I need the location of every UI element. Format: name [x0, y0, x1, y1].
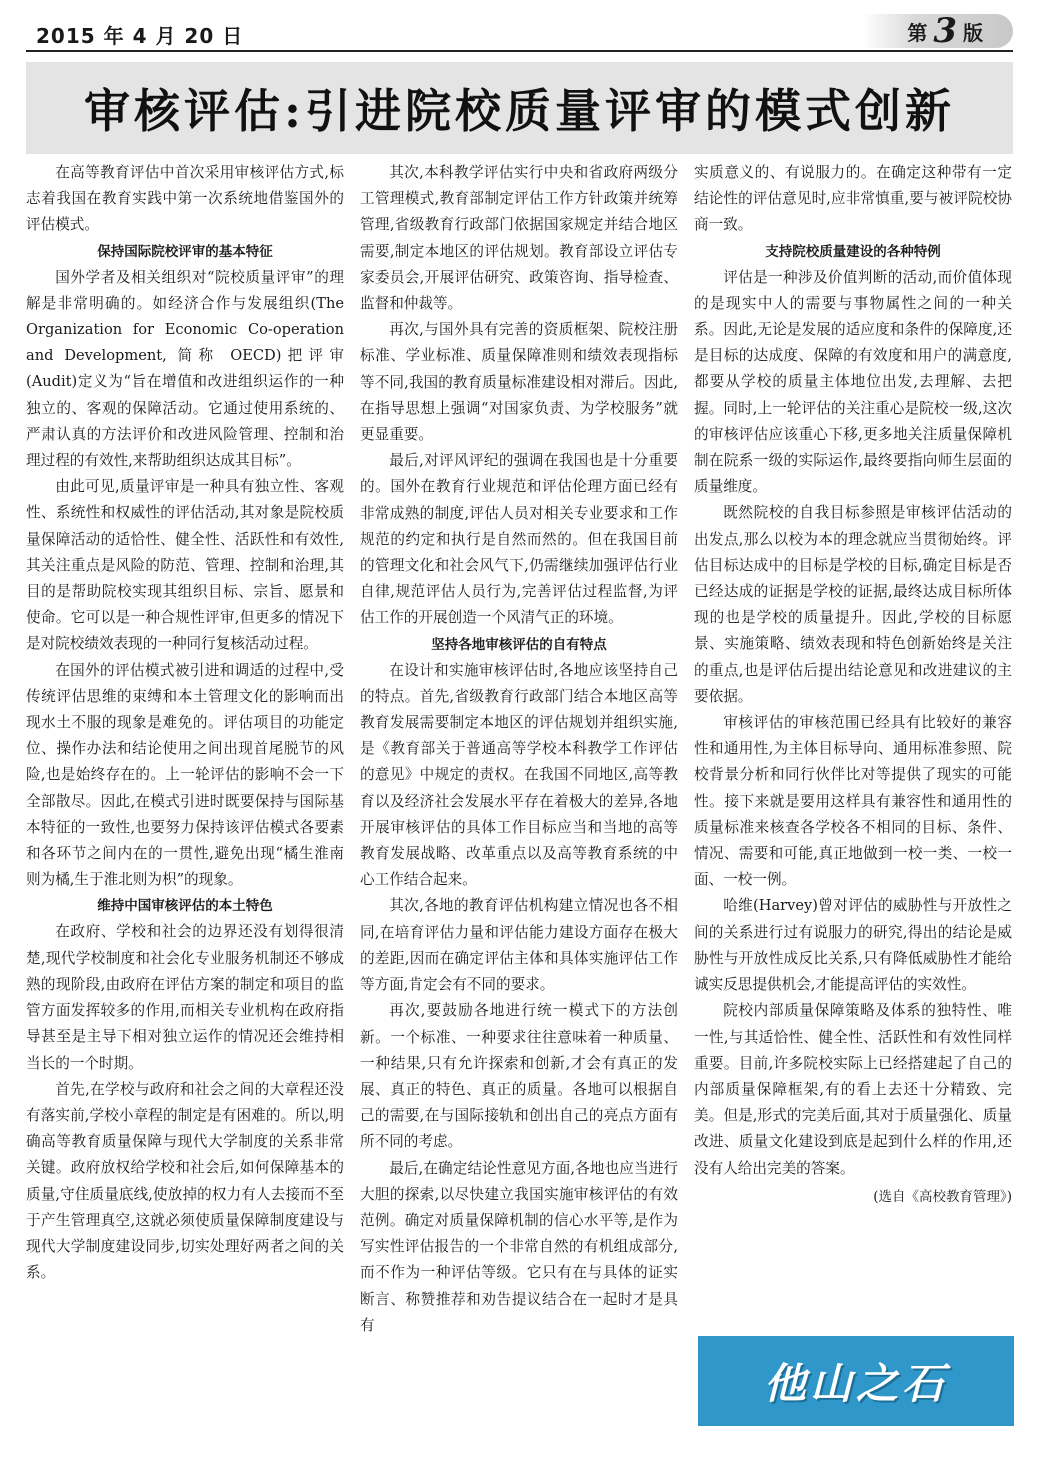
paragraph: 其次,各地的教育评估机构建立情况也各不相同,在培育评估力量和评估能力建设方面存在极大的差距,因而在确定评估主体和具体实施评估工作等方面,肯定会有不同的要求。 [360, 897, 678, 994]
paragraph: 再次,要鼓励各地进行统一模式下的方法创新。一个标准、一种要求往往意味着一种质量、一种结果,只有允许探索和创新,才会有真正的发展、真正的特色、真正的质量。各地可以根据自己的需要,在与国际接轨和创出自己的亮点方面有所不同的考虑。 [360, 1002, 678, 1151]
headline-band [26, 62, 1013, 154]
paragraph: 再次,与国外具有完善的资质框架、院校注册标准、学业标准、质量保障准则和绩效表现指标等不同,我国的教育质量标准建设相对滞后。因此,在指导思想上强调“对国家负责、为学校服务”就更显重要。 [360, 321, 678, 444]
section-heading: 支持院校质量建设的各种特例 [765, 243, 941, 260]
paragraph: 最后,对评风评纪的强调在我国也是十分重要的。国外在教育行业规范和评估伦理方面已经有非常成熟的制度,评估人员对相关专业要求和工作规范的约定和执行是自然而然的。但在我国目前的管理文化和社会风气下,仍需继续加强评估行业自律,规范评估人员行为,完善评估过程监督,为评估工作的开展创造一个风清气正的环境。 [360, 452, 678, 627]
paragraph: 其次,本科教学评估实行中央和省政府两级分工管理模式,教育部制定评估工作方针政策并统筹管理,省级教育行政部门依据国家规定并结合地区需要,制定本地区的评估规划。教育部设立评估专家委员会,开展评估研究、政策咨询、指导检查、监督和仲裁等。 [360, 164, 678, 313]
page-prefix: 第 [907, 20, 928, 45]
column-logo-text: 他山之石 [763, 1359, 948, 1408]
section-heading: 坚持各地审核评估的自有特点 [431, 636, 607, 653]
paragraph: 最后,在确定结论性意见方面,各地也应当进行大胆的探索,以尽快建立我国实施审核评估的有效范例。确定对质量保障机制的信心水平等,是作为写实性评估报告的一个非常自然的有机组成部分,而不作为一种评估等级。它只有在与具体的证实断言、称赞推荐和劝告提议结合在一起时才是具有 [360, 1159, 678, 1334]
issue-date: 2015 年 4 月 20 日 [36, 24, 244, 48]
paragraph: 审核评估的审核范围已经具有比较好的兼容性和通用性,为主体目标导向、通用标准参照、院校背景分析和同行伙伴比对等提供了现实的可能性。接下来就是要用这样具有兼容性和通用性的质量标准来核查各学校各不相同的目标、条件、情况、需要和可能,真正地做到一校一类、一校一面、一校一例。 [694, 714, 1012, 889]
column-3 [694, 160, 1012, 1430]
paragraph: 在政府、学校和社会的边界还没有划得很清楚,现代学校制度和社会化专业服务机制还不够成熟的现阶段,由政府在评估方案的制定和项目的监管方面发挥较多的作用,而相关专业机构在政府指导甚至是主导下相对独立运作的情况还会维持相当长的一个时期。 [26, 923, 344, 1072]
page-suffix: 版 [963, 20, 983, 45]
header-divider [26, 50, 1013, 52]
paragraph: 在设计和实施审核评估时,各地应该坚持自己的特点。首先,省级教育行政部门结合本地区高等教育发展需要制定本地区的评估规划并组织实施,是《教育部关于普通高等学校本科教学工作评估的意见》中规定的责权。在我国不同地区,高等教育以及经济社会发展水平存在着极大的差异,各地开展审核评估的具体工作目标应当和当地的高等教育发展战略、改革重点以及高等教育系统的中心工作结合起来。 [360, 661, 678, 889]
article-body [26, 160, 1014, 1430]
paragraph: 院校内部质量保障策略及体系的独特性、唯一性,与其适恰性、健全性、活跃性和有效性同样重要。目前,许多院校实际上已经搭建起了自己的内部质量保障框架,有的看上去还十分精致、完美。但是,形式的完美后面,其对于质量强化、质量改进、质量文化建设到底是起到什么样的作用,还没有人给出完美的答案。 [694, 1002, 1012, 1177]
paragraph: 首先,在学校与政府和社会之间的大章程还没有落实前,学校小章程的制定是有困难的。所以,明确高等教育质量保障与现代大学制度的关系非常关键。政府放权给学校和社会后,如何保障基本的质量,守住质量底线,使放掉的权力有人去接而不至于产生管理真空,这就必须使质量保障制度建设与现代大学制度建设同步,切实处理好两者之间的关系。 [26, 1080, 344, 1282]
page-number: 3 [933, 11, 957, 51]
paragraph: 评估是一种涉及价值判断的活动,而价值体现的是现实中人的需要与事物属性之间的一种关系。因此,无论是发展的适应度和条件的保障度,还是目标的达成度、保障的有效度和用户的满意度,都要从学校的质量主体地位出发,去理解、去把握。同时,上一轮评估的关注重心是院校一级,这次的审核评估应该重心下移,更多地关注质量保障机制在院系一级的实际运作,最终要指向师生层面的质量维度。 [694, 268, 1012, 496]
article-title: 审核评估:引进院校质量评审的模式创新 [84, 84, 955, 138]
paragraph: 由此可见,质量评审是一种具有独立性、客观性、系统性和权威性的评估活动,其对象是院校质量保障活动的适恰性、健全性、活跃性和有效性,其关注重点是风险的防范、管理、控制和治理,其目的是帮助院校实现其组织目标、宗旨、愿景和使命。它可以是一种合规性评审,但更多的情况下是对院校绩效表现的一种同行复核活动过程。 [26, 478, 344, 653]
column-2 [360, 160, 678, 1430]
page-header [26, 11, 1013, 51]
paragraph: 哈维(Harvey)曾对评估的威胁性与开放性之间的关系进行过有说服力的研究,得出的结论是威胁性与开放性成反比关系,只有降低威胁性才能给诚实反思提供机会,才能提高评估的实效性。 [694, 897, 1012, 994]
paragraph: 在国外的评估模式被引进和调适的过程中,受传统评估思维的束缚和本土管理文化的影响而出现水土不服的现象是难免的。评估项目的功能定位、操作办法和结论使用之间出现首尾脱节的风险,也是始终存在的。上一轮评估的影响不会一下全部散尽。因此,在模式引进时既要保持与国际基本特征的一致性,也要努力保持该评估模式各要素和各环节之间内在的一贯性,避免出现“橘生淮南则为橘,生于淮北则为枳”的现象。 [26, 661, 344, 889]
page-number-badge [863, 11, 1013, 51]
column-1 [26, 160, 344, 1430]
paragraph: 既然院校的自我目标参照是审核评估活动的出发点,那么以校为本的理念就应当贯彻始终。评估目标达成中的目标是学校的目标,确定目标是否已经达成的证据是学校的证据,最终达成目标所体现的也是学校的质量提升。因此,学校的目标愿景、实施策略、绩效表现和特色创新始终是关注的重点,也是评估后提出结论意见和改进建议的主要依据。 [694, 504, 1012, 705]
section-heading: 维持中国审核评估的本土特色 [97, 898, 273, 915]
section-heading: 保持国际院校评审的基本特征 [97, 243, 273, 260]
source-citation: (选自《高校教育管理》) [873, 1188, 1012, 1205]
paragraph: 实质意义的、有说服力的。在确定这种带有一定结论性的评估意见时,应非常慎重,要与被评院校协商一致。 [694, 164, 1012, 234]
paragraph: 国外学者及相关组织对“院校质量评审”的理解是非常明确的。如经济合作与发展组织(The Organization for Economic Co-operation and Development, 简称 OECD)把评审(Audit)定义为“旨在增值和改进组织运作的一种独立的、客观的保障活动。它通过使用系统的、严肃认真的方法评价和改进风险管理、控制和治理过程的有效性,来帮助组织达成其目标”。 [26, 268, 344, 470]
paragraph: 在高等教育评估中首次采用审核评估方式,标志着我国在教育实践中第一次系统地借鉴国外的评估模式。 [26, 164, 344, 234]
column-logo [698, 1336, 1014, 1426]
